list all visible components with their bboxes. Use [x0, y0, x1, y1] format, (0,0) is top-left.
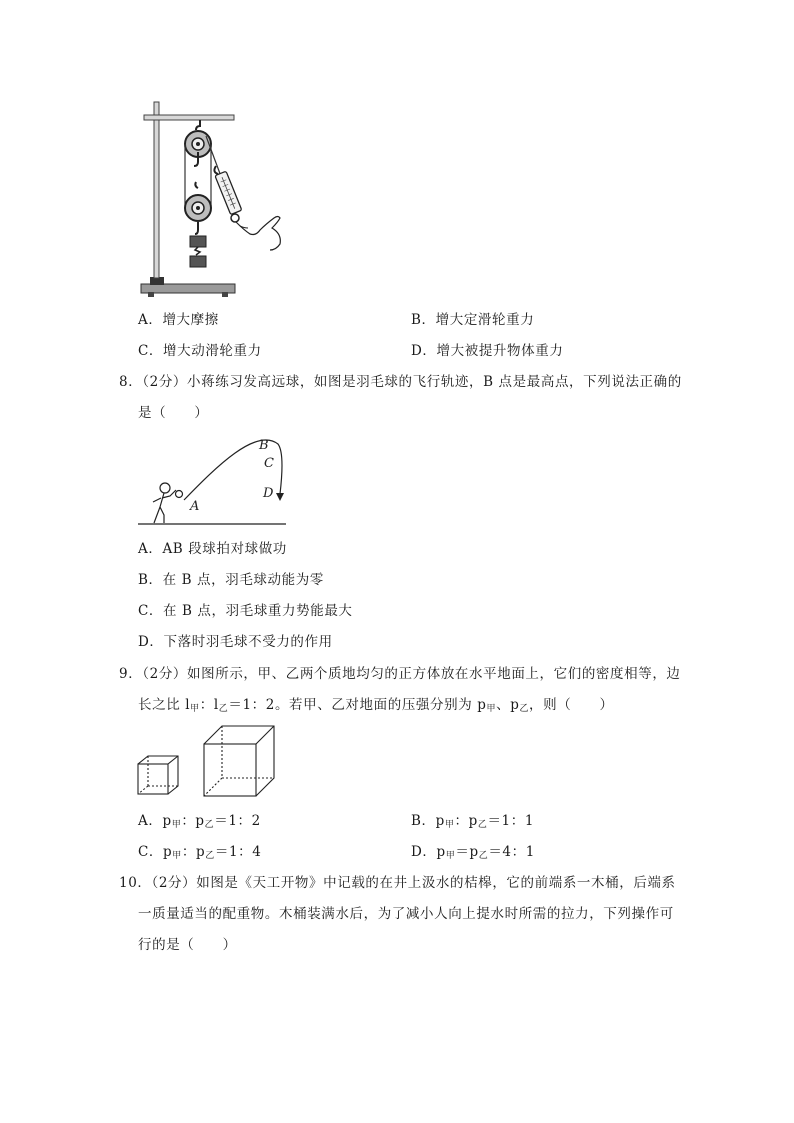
q9-option-d: D．$p_甲=p_乙=4$：1	[411, 844, 535, 861]
q10-stem-line1: 10．（2分）如图是《天工开物》中记载的在井上汲水的桔槔，它的前端系一木桶，后端系	[119, 875, 676, 891]
q8-stem-line1: 8．（2分）小蒋练习发高远球，如图是羽毛球的飞行轨迹，B 点是最高点，下列说法正确的	[119, 374, 682, 390]
q8-option-d: D．下落时羽毛球不受力的作用	[138, 634, 333, 650]
point-c-label: C	[264, 456, 274, 471]
q9-stem-line1: 9．（2分）如图所示，甲、乙两个质地均匀的正方体放在水平地面上，它们的密度相等，边	[119, 666, 681, 682]
q8-option-a: A．AB 段球拍对球做功	[138, 541, 287, 557]
q9-stem-line2: 长之比 $l_甲$：$l_乙=1$：2。若甲、乙对地面的压强分别为 $p_甲$、$p_乙$，则（ ）	[138, 697, 614, 714]
q9-option-b: B．$p_甲$：$p_乙=1$：1	[411, 813, 535, 830]
q10-stem-line3: 行的是（ ）	[138, 937, 237, 953]
q8-option-c: C．在 B 点，羽毛球重力势能最大	[138, 603, 353, 619]
q10-stem-line2: 一质量适当的配重物。木桶装满水后，为了减小人向上提水时所需的拉力，下列操作可	[138, 906, 674, 922]
q7-option-c: C．增大动滑轮重力	[138, 343, 262, 359]
q7-option-a: A．增大摩擦	[138, 312, 219, 328]
q8-stem-line2: 是（ ）	[138, 405, 209, 421]
point-d-label: D	[263, 486, 274, 501]
q9-option-a: A．$p_甲$：$p_乙=1$：2	[138, 813, 261, 830]
q9-option-c: C．$p_甲$：$p_乙=1$：4	[138, 844, 262, 861]
pulley-apparatus-figure	[136, 96, 286, 300]
point-b-label: B	[259, 438, 269, 453]
q7-option-b: B．增大定滑轮重力	[411, 312, 535, 328]
badminton-trajectory-figure	[136, 432, 290, 528]
two-cubes-figure	[136, 724, 276, 798]
q7-option-d: D．增大被提升物体重力	[411, 343, 564, 359]
q8-option-b: B．在 B 点，羽毛球动能为零	[138, 572, 324, 588]
point-a-label: A	[190, 499, 200, 514]
